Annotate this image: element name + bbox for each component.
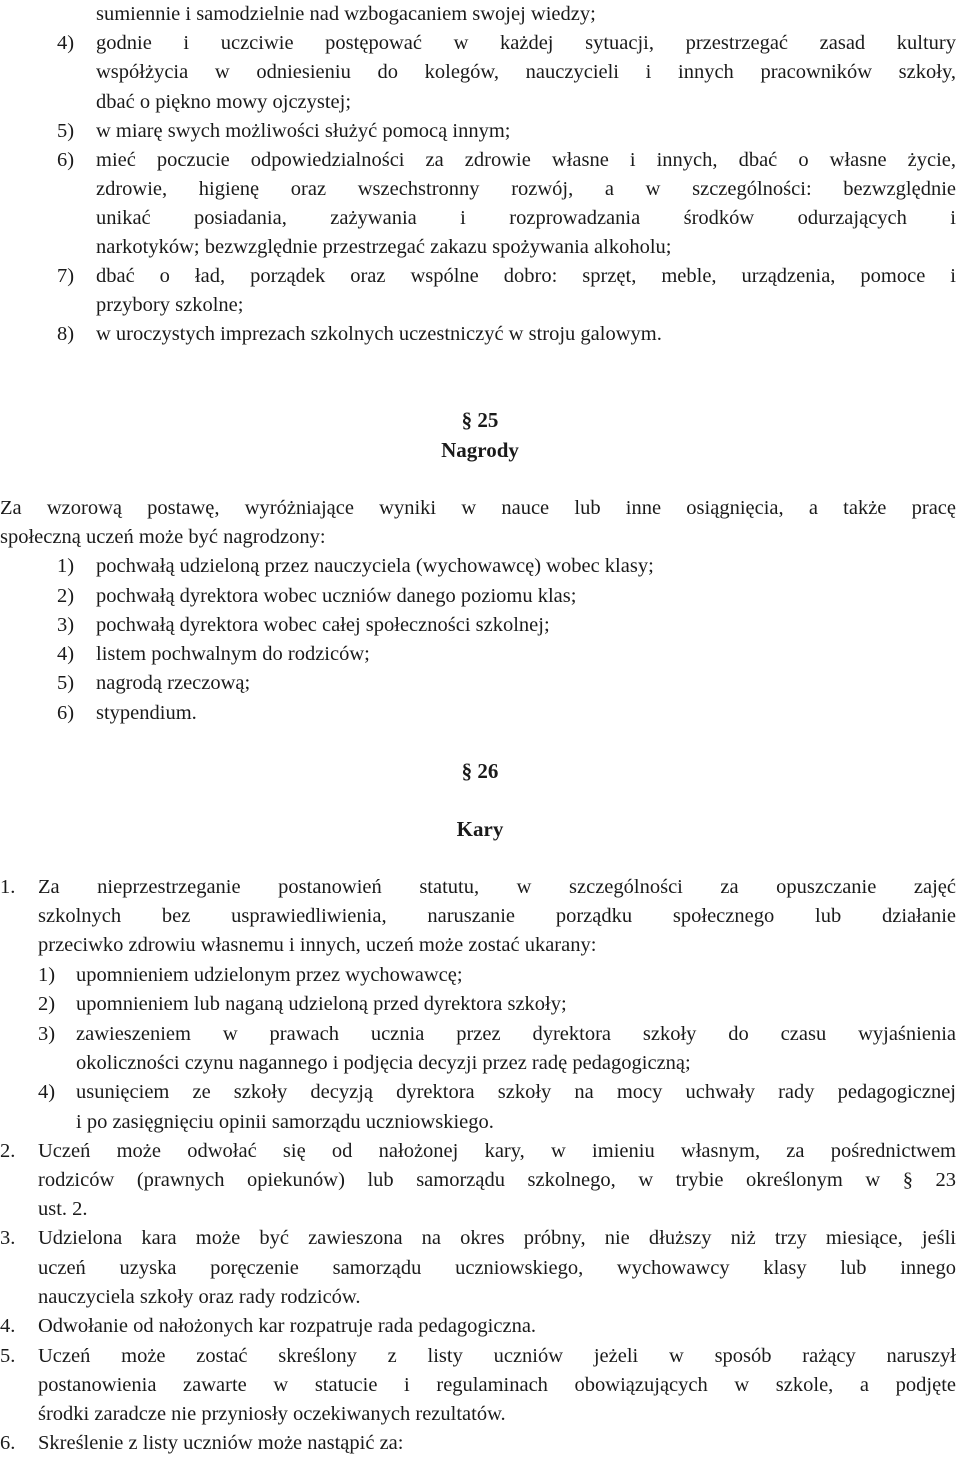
point-line: postanowienia zawarte w statucie i regulaminach obowiązujących w szkole, a podjęte	[38, 1374, 956, 1396]
point-line: rodziców (prawnych opiekunów) lub samorządu szkolnego, w trybie określonym w § 23	[38, 1169, 956, 1191]
reward-item: listem pochwalnym do rodziców;	[96, 643, 370, 665]
reward-number: 3)	[57, 614, 75, 636]
point-line: Odwołanie od nałożonych kar rozpatruje rada pedagogiczna.	[38, 1315, 537, 1337]
penalty-line: usunięciem ze szkoły decyzją dyrektora szkoły na mocy uchwały rady pedagogicznej	[76, 1081, 956, 1103]
point-line: środki zaradcze nie przyniosły oczekiwanych rezultatów.	[38, 1403, 506, 1425]
continuation-line: sumiennie i samodzielnie nad wzbogacaniem swojej wiedzy;	[96, 3, 596, 25]
point-line: Udzielona kara może być zawieszona na okres próbny, nie dłuższy niż trzy miesiące, jeśli	[38, 1227, 956, 1249]
point-number: 4.	[0, 1315, 16, 1337]
point-line: uczeń uzyska poręczenie samorządu uczniowskiego, wychowawcy klasy lub innego	[38, 1257, 956, 1279]
penalty-number: 2)	[38, 993, 56, 1015]
item-line: przybory szkolne;	[96, 294, 244, 316]
reward-number: 4)	[57, 643, 75, 665]
item-line: unikać posiadania, zażywania i rozprowadzania środków odurzających i	[96, 207, 956, 229]
reward-number: 6)	[57, 702, 75, 724]
reward-item: nagrodą rzeczową;	[96, 672, 251, 694]
penalty-line: upomnieniem udzielonym przez wychowawcę;	[76, 964, 463, 986]
reward-number: 1)	[57, 555, 75, 577]
point-line: Uczeń może zostać skreślony z listy uczniów jeżeli w sposób rażący naruszył	[38, 1345, 956, 1367]
penalty-line: zawieszeniem w prawach ucznia przez dyrektora szkoły do czasu wyjaśnienia	[76, 1023, 956, 1045]
reward-number: 5)	[57, 672, 75, 694]
point-line: nauczyciela szkoły oraz rady rodziców.	[38, 1286, 361, 1308]
item-line: współżycia w odniesieniu do kolegów, nauczycieli i innych pracowników szkoły,	[96, 61, 956, 83]
item-line: godnie i uczciwie postępować w każdej sytuacji, przestrzegać zasad kultury	[96, 32, 956, 54]
item-number: 6)	[57, 149, 75, 171]
point-line: szkolnych bez usprawiedliwienia, naruszanie porządku społecznego lub działanie	[38, 905, 956, 927]
item-line: w uroczystych imprezach szkolnych uczestniczyć w stroju galowym.	[96, 323, 662, 345]
item-number: 4)	[57, 32, 75, 54]
item-line: narkotyków; bezwzględnie przestrzegać zakazu spożywania alkoholu;	[96, 236, 672, 258]
point-number: 1.	[0, 876, 16, 898]
point-number: 5.	[0, 1345, 16, 1367]
item-number: 8)	[57, 323, 75, 345]
point-number: 3.	[0, 1227, 16, 1249]
item-number: 5)	[57, 120, 75, 142]
section-number: § 25	[461, 408, 499, 432]
section-title: Kary	[456, 817, 504, 841]
reward-item: pochwałą udzieloną przez nauczyciela (wychowawcę) wobec klasy;	[96, 555, 654, 577]
point-number: 6.	[0, 1432, 16, 1454]
point-line: Za nieprzestrzeganie postanowień statutu, w szczególności za opuszczanie zajęć	[38, 876, 956, 898]
point-number: 2.	[0, 1140, 16, 1162]
penalty-number: 4)	[38, 1081, 56, 1103]
item-line: zdrowie, higienę oraz wszechstronny rozwój, a w szczególności: bezwzględnie	[96, 178, 956, 200]
reward-item: pochwałą dyrektora wobec uczniów danego poziomu klas;	[96, 585, 577, 607]
penalty-number: 3)	[38, 1023, 56, 1045]
penalty-line: okoliczności czynu nagannego i podjęcia decyzji przez radę pedagogiczną;	[76, 1052, 691, 1074]
point-line: Skreślenie z listy uczniów może nastąpić za:	[38, 1432, 404, 1454]
item-line: w miarę swych możliwości służyć pomocą innym;	[96, 120, 511, 142]
reward-item: pochwałą dyrektora wobec całej społeczności szkolnej;	[96, 614, 550, 636]
penalty-line: i po zasięgnięciu opinii samorządu uczniowskiego.	[76, 1111, 494, 1133]
point-line: ust. 2.	[38, 1198, 88, 1220]
section-number: § 26	[461, 759, 499, 783]
intro-line: społeczną uczeń może być nagrodzony:	[0, 526, 326, 548]
penalty-number: 1)	[38, 964, 56, 986]
item-line: dbać o ład, porządek oraz wspólne dobro: sprzęt, meble, urządzenia, pomoce i	[96, 265, 956, 287]
intro-line: Za wzorową postawę, wyróżniające wyniki w nauce lub inne osiągnięcia, a także pracę	[0, 497, 956, 519]
penalty-line: upomnieniem lub naganą udzieloną przed dyrektora szkoły;	[76, 993, 567, 1015]
point-line: przeciwko zdrowiu własnemu i innych, uczeń może zostać ukarany:	[38, 934, 597, 956]
reward-item: stypendium.	[96, 702, 197, 724]
item-number: 7)	[57, 265, 75, 287]
point-line: Uczeń może odwołać się od nałożonej kary, w imieniu własnym, za pośrednictwem	[38, 1140, 956, 1162]
item-line: dbać o piękno mowy ojczystej;	[96, 91, 352, 113]
item-line: mieć poczucie odpowiedzialności za zdrowie własne i innych, dbać o własne życie,	[96, 149, 956, 171]
reward-number: 2)	[57, 585, 75, 607]
section-title: Nagrody	[441, 438, 519, 462]
